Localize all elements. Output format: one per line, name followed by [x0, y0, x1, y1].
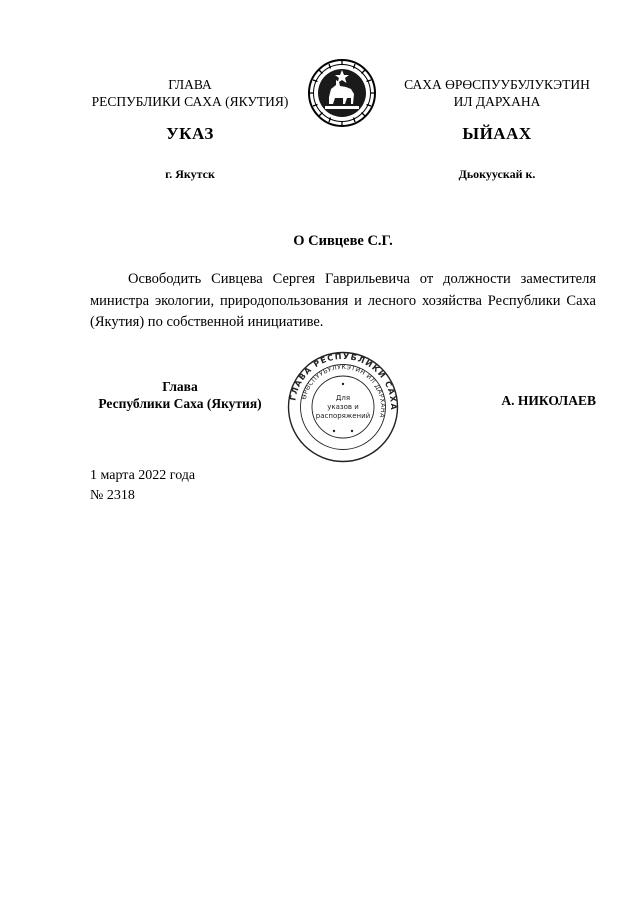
- decree-title-ru: УКАЗ: [166, 124, 214, 143]
- seal-center-line1: Для: [335, 394, 351, 402]
- decree-title-sakha: ЫЙААХ: [462, 124, 532, 143]
- city-ru: г. Якутск: [165, 167, 215, 181]
- decree-subject: О Сивцеве С.Г.: [293, 233, 393, 249]
- signatory-name: А. НИКОЛАЕВ: [501, 393, 596, 408]
- signatory-role: [90, 378, 270, 412]
- header-left-block: [80, 76, 300, 110]
- decree-footer: [90, 466, 290, 506]
- header-right-line1: САХА ӨРӨСПУУБУЛУКЭТИН: [404, 77, 590, 92]
- seal-inner-text: ӨРӨСПУУБУЛУКЭТИН ИЛ ДАРХАНА: [300, 363, 387, 419]
- coat-of-arms-emblem-icon: [307, 58, 377, 128]
- seal-center-line2: указов и: [327, 403, 359, 411]
- city-sakha: Дьокуускай к.: [458, 167, 536, 181]
- header-right-line2: ИЛ ДАРХАНА: [453, 94, 541, 109]
- seal-center-line3: распоряжений: [315, 412, 371, 420]
- header-left-line1: ГЛАВА: [168, 77, 212, 92]
- signatory-role-line2: Республики Саха (Якутия): [98, 396, 262, 411]
- signatory-role-line1: Глава: [162, 379, 198, 394]
- header-left-line2: РЕСПУБЛИКИ САХА (ЯКУТИЯ): [91, 94, 289, 109]
- decree-date: 1 марта 2022 года: [90, 468, 196, 483]
- decree-body: Освободить Сивцева Сергея Гаврильевича от должности заместителя министра экологии, природопользования и лесного хозяйства Республики Саха (Якутия) по собственной инициативе.: [90, 271, 596, 330]
- official-seal-stamp: [287, 351, 399, 463]
- header-right-block: [392, 76, 602, 110]
- decree-number: № 2318: [90, 488, 135, 503]
- seal-outer-text: ГЛАВА РЕСПУБЛИКИ САХА: [288, 351, 399, 411]
